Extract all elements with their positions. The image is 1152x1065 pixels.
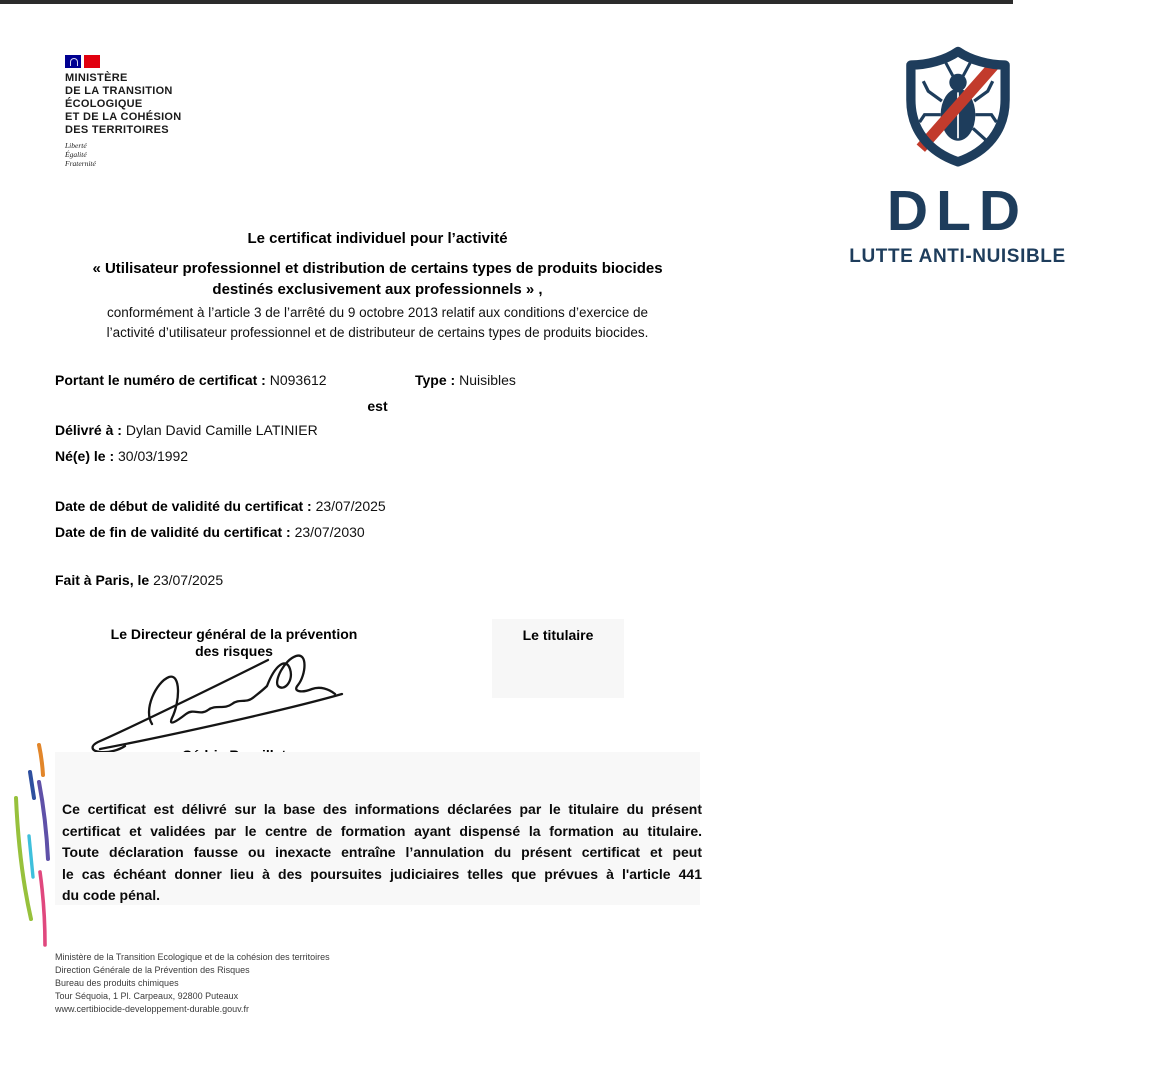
certificate-subtitle xyxy=(55,258,700,300)
footer-line: Bureau des produits chimiques xyxy=(55,978,179,988)
footer-line: Direction Générale de la Prévention des Risques xyxy=(55,965,250,975)
certificate-title: Le certificat individuel pour l’activité xyxy=(247,230,508,247)
validity-start-label: Date de début de validité du certificat : xyxy=(55,498,312,514)
ministry-name-line: DE LA TRANSITION xyxy=(65,85,173,97)
dld-tagline: LUTTE ANTI-NUISIBLE xyxy=(849,246,1066,267)
footer-line: Ministère de la Transition Ecologique et de la cohésion des territoires xyxy=(55,952,330,962)
holder-name-row xyxy=(55,421,700,439)
french-flag-icon xyxy=(65,55,255,68)
issue-place-label: Fait à Paris, le xyxy=(55,572,150,588)
certificate-number-label: Portant le numéro de certificat : xyxy=(55,372,266,388)
ministry-name xyxy=(65,72,255,137)
motto-line: Liberté xyxy=(65,141,87,150)
flag-blue-panel xyxy=(65,55,81,68)
motto-line: Fraternité xyxy=(65,159,96,168)
disclaimer-line: certificat et validées par le centre de formation ayant dispensé la formation au titulaire. xyxy=(62,822,702,839)
issue-place-row xyxy=(55,571,700,589)
validity-end-label: Date de fin de validité du certificat : xyxy=(55,524,291,540)
director-title-line1: Le Directeur général de la prévention xyxy=(110,626,358,642)
certificate-number-value: N093612 xyxy=(269,372,327,388)
director-signature xyxy=(88,648,356,756)
issue-date-value: 23/07/2025 xyxy=(153,572,224,588)
holder-label: Le titulaire xyxy=(522,627,594,643)
ministry-motto xyxy=(65,141,255,168)
birthdate-label: Né(e) le : xyxy=(55,448,115,464)
ministry-name-line: ET DE LA COHÉSION xyxy=(65,111,182,123)
type-value: Nuisibles xyxy=(459,372,516,388)
legal-reference xyxy=(70,303,685,342)
ministry-name-line: DES TERRITOIRES xyxy=(65,124,169,136)
certificate-number-row xyxy=(55,371,700,389)
subtitle-line: « Utilisateur professionnel et distribution de certains types de produits biocides xyxy=(92,260,663,277)
est-connector: est xyxy=(367,398,388,414)
validity-start-row xyxy=(55,497,700,515)
footer-line: Tour Séquoia, 1 Pl. Carpeaux, 92800 Puteaux xyxy=(55,991,239,1001)
delivered-label: Délivré à : xyxy=(55,422,122,438)
director-title-line2: des risques xyxy=(195,643,273,659)
footer-address-block xyxy=(55,951,330,1016)
legal-reference-line: conformément à l’article 3 de l’arrêté du 9 octobre 2013 relatif aux conditions d’exercice de xyxy=(106,305,649,320)
ministry-name-line: MINISTÈRE xyxy=(65,72,128,84)
top-border-rule xyxy=(0,0,1013,4)
disclaimer-line: du code pénal. xyxy=(62,887,161,903)
type-label: Type : xyxy=(415,372,456,388)
motto-line: Égalité xyxy=(65,150,87,159)
type-group xyxy=(415,371,516,389)
flag-red-panel xyxy=(84,55,100,68)
validity-end-value: 23/07/2030 xyxy=(294,524,365,540)
footer-line: www.certibiocide-developpement-durable.gouv.fr xyxy=(55,1004,249,1014)
subtitle-line: destinés exclusivement aux professionnels » , xyxy=(212,281,543,298)
decorative-color-strokes xyxy=(12,741,60,953)
disclaimer-line: Toute déclaration fausse ou inexacte entraîne l’annulation du présent certificat et peut xyxy=(62,844,702,860)
dld-logo-block xyxy=(830,44,1085,268)
legal-reference-line: l’activité d’utilisateur professionnel et de distributeur de certains types de produits biocides. xyxy=(106,324,649,340)
dld-acronym: DLD xyxy=(886,179,1029,243)
anti-pest-shield-icon xyxy=(883,44,1033,168)
validity-end-row xyxy=(55,523,700,541)
disclaimer-line: Ce certificat est délivré sur la base des informations déclarées par le titulaire du présent xyxy=(62,801,702,817)
disclaimer-line: le cas échéant donner lieu à des poursuites judiciaires telles que prévues à l'article 441 xyxy=(62,865,702,882)
birthdate-value: 30/03/1992 xyxy=(118,448,189,464)
birthdate-row xyxy=(55,447,700,465)
delivered-value: Dylan David Camille LATINIER xyxy=(125,422,318,438)
ministry-logo-block xyxy=(65,55,255,168)
disclaimer-paragraph xyxy=(62,799,702,907)
ministry-name-line: ÉCOLOGIQUE xyxy=(65,98,143,110)
validity-start-value: 23/07/2025 xyxy=(315,498,386,514)
